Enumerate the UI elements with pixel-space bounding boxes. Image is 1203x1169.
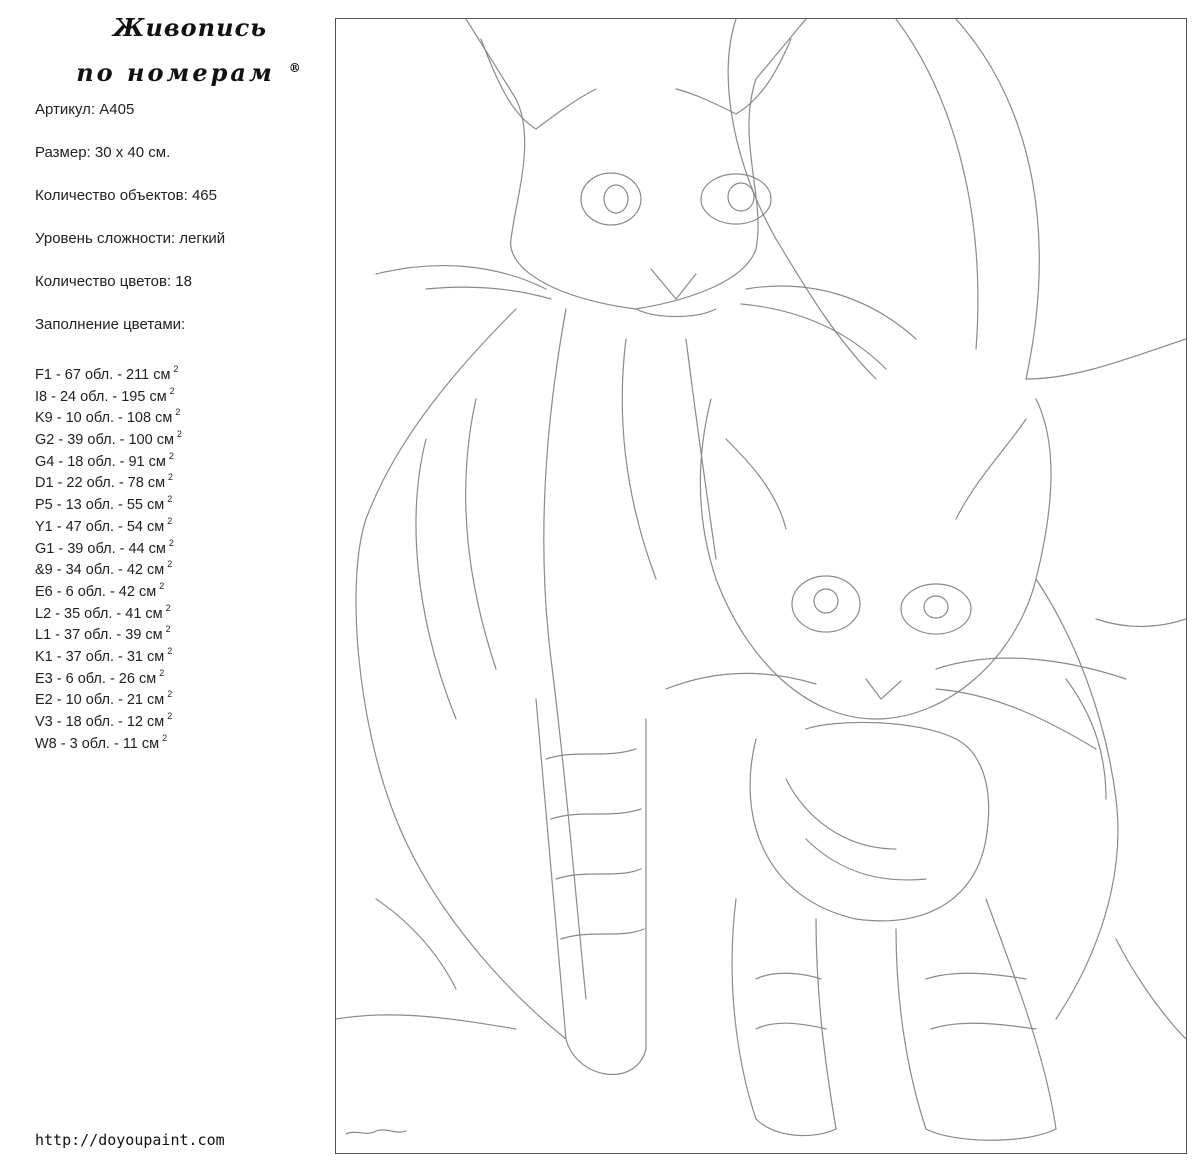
big-cat-nose (651, 269, 696, 299)
color-count: Количество цветов: 18 (35, 273, 192, 290)
square-superscript: 2 (159, 580, 165, 591)
square-superscript: 2 (165, 602, 171, 613)
brand-header (60, 8, 320, 93)
small-cat-eye-left (792, 576, 860, 632)
big-cat-head (466, 19, 806, 309)
small-cat-eye-left-inner (814, 589, 838, 613)
small-cat-nose (866, 679, 901, 699)
square-superscript: 2 (167, 559, 173, 570)
big-cat-eye-right (701, 174, 771, 224)
big-cat-mouth (636, 309, 716, 317)
square-superscript: 2 (175, 407, 181, 418)
fill-item-text: Y1 - 47 обл. - 54 см (35, 518, 165, 535)
big-cat-whisker (376, 266, 546, 289)
object-count: Количество объектов: 465 (35, 187, 217, 204)
small-cat-eye-right-inner (924, 596, 948, 618)
big-cat-leg-stripe (551, 809, 641, 819)
background-arc (728, 19, 876, 379)
small-cat-back-stripe (1066, 679, 1106, 799)
fill-item-text: D1 - 22 обл. - 78 см (35, 475, 166, 492)
fill-item-text: F1 - 67 обл. - 211 см (35, 367, 171, 383)
small-cat-ear-left (726, 439, 786, 529)
square-superscript: 2 (167, 645, 173, 656)
fill-item-text: E2 - 10 обл. - 21 см (35, 692, 165, 709)
small-cat-chest (750, 739, 989, 921)
small-cat-paw-stripe (756, 1023, 826, 1029)
small-cat-paw (756, 1119, 836, 1136)
big-cat-body-stripe (622, 339, 656, 579)
big-cat-body-stripe (686, 339, 716, 559)
fill-item-text: V3 - 18 обл. - 12 см (35, 714, 165, 730)
background-arc (1026, 339, 1186, 379)
small-cat-paw (926, 1129, 1056, 1140)
fill-item (35, 684, 182, 709)
square-superscript: 2 (162, 732, 168, 743)
big-cat-leg-stripe (546, 749, 636, 759)
fill-item (35, 576, 182, 598)
small-cat-whisker (666, 673, 816, 689)
big-cat-whisker (746, 286, 916, 339)
square-superscript: 2 (167, 711, 173, 721)
small-cat-whisker (936, 658, 1126, 679)
fill-item (35, 663, 182, 685)
big-cat-body-outline (544, 309, 586, 999)
registered-mark: ® (288, 61, 304, 75)
floor-line (1116, 939, 1186, 1039)
small-cat-paw-stripe (931, 1023, 1036, 1029)
line-art-group (336, 19, 1186, 1140)
artist-signature (346, 1130, 406, 1134)
small-cat-mouth (806, 722, 956, 739)
small-cat-ear-right (956, 419, 1026, 519)
square-superscript: 2 (167, 515, 173, 526)
fill-item-text: I8 - 24 обл. - 195 см (35, 388, 167, 405)
square-superscript: 2 (167, 494, 173, 505)
big-cat-whisker (426, 287, 551, 299)
small-cat-leg (816, 919, 836, 1129)
square-superscript: 2 (176, 429, 182, 440)
square-superscript: 2 (169, 385, 175, 396)
brand-title-line1: Живопись (112, 13, 268, 42)
square-superscript: 2 (168, 450, 174, 461)
fill-item-text: W8 - 3 обл. - 11 см (35, 735, 160, 752)
product-info (35, 100, 225, 358)
big-cat-leg-stripe (561, 929, 644, 939)
square-superscript: 2 (165, 624, 171, 635)
fill-item (35, 446, 182, 468)
big-cat-leg (536, 699, 646, 1074)
small-cat-leg (896, 929, 926, 1129)
big-cat-whisker (741, 304, 886, 369)
fill-item (35, 424, 182, 449)
big-cat-body-stripe (376, 899, 456, 989)
brand-title-line2 (60, 48, 320, 93)
background-arc (1096, 619, 1186, 627)
small-cat-chest-stripe (786, 779, 896, 849)
website-link[interactable]: http://doyoupaint.com (35, 1131, 225, 1149)
small-cat-paw-stripe (756, 973, 821, 979)
difficulty-level: Уровень сложности: легкий (35, 230, 226, 247)
fill-item (35, 467, 182, 492)
fill-item-text: G4 - 18 обл. - 91 см (35, 453, 166, 470)
fill-item-text: L2 - 35 обл. - 41 см (35, 605, 163, 622)
fill-item-text: &9 - 34 обл. - 42 см (35, 562, 165, 579)
cats-line-art (336, 19, 1186, 1153)
fill-item (35, 402, 182, 427)
square-superscript: 2 (168, 472, 174, 483)
fill-item (35, 706, 182, 728)
fill-item (35, 554, 182, 579)
big-cat-body-stripe (466, 399, 496, 669)
size-info: Размер: 30 х 40 см. (35, 144, 171, 161)
fill-item-text: E6 - 6 обл. - 42 см (35, 583, 157, 600)
fill-item-text: L1 - 37 обл. - 39 см (35, 627, 163, 644)
brand-title-line2-text: по номерам (76, 58, 275, 87)
small-cat-whisker (936, 689, 1096, 749)
square-superscript: 2 (168, 537, 174, 548)
fill-item-text: G1 - 39 обл. - 44 см (35, 540, 166, 557)
square-superscript: 2 (173, 364, 179, 374)
fill-item (35, 489, 182, 514)
fill-item-text: P5 - 13 обл. - 55 см (35, 497, 165, 514)
big-cat-body-stripe (416, 439, 456, 719)
fill-item-text: K1 - 37 обл. - 31 см (35, 648, 165, 665)
floor-line (336, 1015, 516, 1029)
fill-item (35, 598, 182, 620)
big-cat-ear-left (481, 39, 596, 129)
square-superscript: 2 (159, 667, 165, 678)
fill-item (35, 533, 182, 555)
fill-item (35, 381, 182, 403)
article-number: Артикул: А405 (35, 101, 135, 118)
big-cat-body-outline (356, 309, 566, 1039)
big-cat-ear-right (676, 39, 791, 114)
fill-heading: Заполнение цветами: (35, 316, 186, 333)
coloring-canvas (335, 18, 1187, 1154)
small-cat-eye-right (901, 584, 971, 634)
small-cat-leg (732, 899, 756, 1119)
fill-item (35, 641, 182, 663)
small-cat-paw-stripe (926, 973, 1026, 979)
big-cat-leg-stripe (556, 869, 641, 879)
fill-item (35, 359, 182, 381)
fill-item (35, 619, 182, 644)
fill-item (35, 728, 182, 750)
fill-item-text: G2 - 39 обл. - 100 см (35, 432, 174, 449)
background-arc (896, 19, 978, 349)
big-cat-eye-right-inner (728, 183, 754, 211)
small-cat-head (700, 399, 1051, 719)
big-cat-eye-left-inner (604, 185, 628, 213)
fill-item-text: K9 - 10 обл. - 108 см (35, 410, 173, 427)
fill-item-text: E3 - 6 обл. - 26 см (35, 670, 157, 687)
color-fill-list (35, 359, 182, 752)
background-arc (956, 19, 1039, 379)
square-superscript: 2 (167, 689, 173, 700)
big-cat-eye-left (581, 173, 641, 225)
small-cat-leg (986, 899, 1056, 1129)
fill-item (35, 511, 182, 533)
